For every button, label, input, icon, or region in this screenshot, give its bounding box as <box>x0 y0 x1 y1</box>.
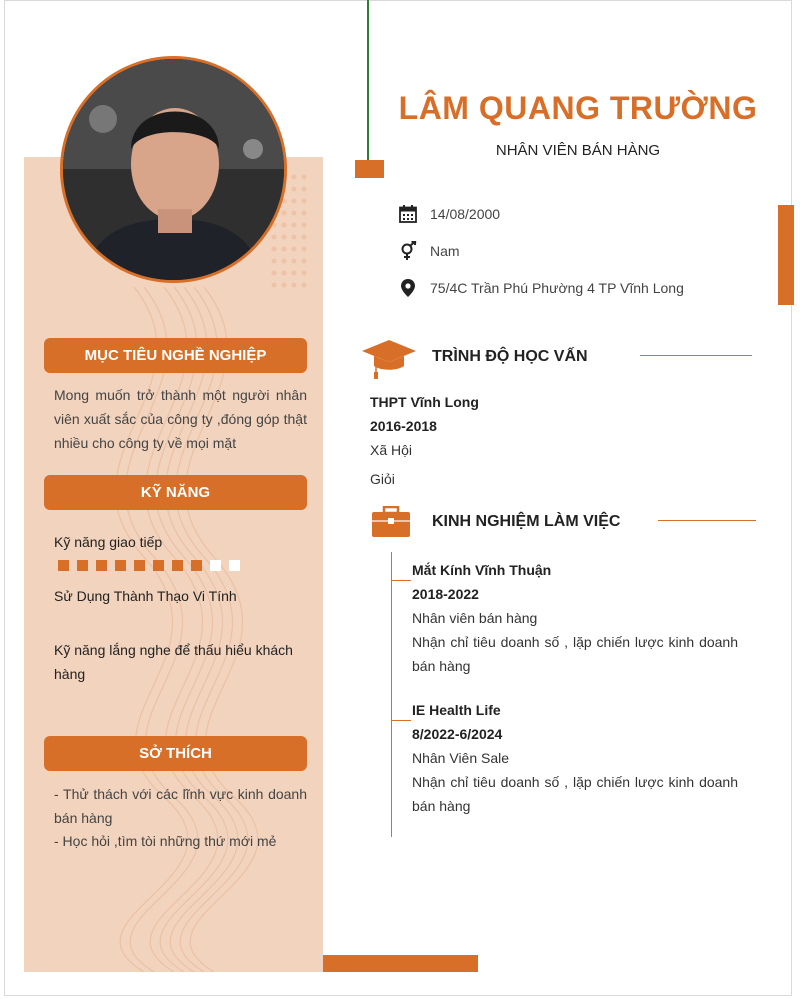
info-birthday <box>398 203 500 225</box>
bottom-accent-bar <box>323 955 478 972</box>
objective-text: Mong muốn trở thành một người nhân viên xuất sắc của công ty ,đóng góp thật nhiều cho công ty về mọi mặt <box>54 387 307 451</box>
experience-item-2 <box>412 702 738 818</box>
exp-company: Mắt Kính Vĩnh Thuận <box>412 562 552 578</box>
exp-role: Nhân Viên Sale <box>412 750 510 766</box>
experience-heading: KINH NGHIỆM LÀM VIỆC <box>432 513 621 530</box>
exp-description: Nhận chỉ tiêu doanh số , lặp chiến lược kinh doanh bán hàng <box>412 634 738 674</box>
calendar-icon <box>398 204 418 224</box>
skills-heading: KỸ NĂNG <box>44 475 307 510</box>
skill-computer: Sử Dụng Thành Thạo Vi Tính <box>54 588 237 604</box>
location-pin-icon <box>398 278 418 298</box>
gender-icon <box>398 241 418 261</box>
graduation-cap-icon <box>361 338 417 380</box>
rating-dot <box>77 560 88 571</box>
briefcase-icon <box>371 506 411 538</box>
objective-heading: MỤC TIÊU NGHỀ NGHIỆP <box>44 338 307 373</box>
exp-period: 8/2022-6/2024 <box>412 726 503 742</box>
education-school: THPT Vĩnh Long <box>370 394 479 410</box>
info-address <box>398 277 684 299</box>
skill-listening: Kỹ năng lắng nghe để thấu hiểu khách hàng <box>54 642 293 682</box>
rating-dot <box>191 560 202 571</box>
hobby-1: - Thử thách với các lĩnh vực kinh doanh bán hàng <box>54 786 307 826</box>
info-gender <box>398 240 460 262</box>
job-title: NHÂN VIÊN BÁN HÀNG <box>495 142 661 159</box>
exp-period: 2018-2022 <box>412 586 479 602</box>
rating-dot <box>115 560 126 571</box>
birthday-text: 14/08/2000 <box>430 206 501 222</box>
full-name: LÂM QUANG TRƯỜNG <box>398 90 758 126</box>
timeline-tick <box>391 720 411 721</box>
exp-company: IE Health Life <box>412 702 501 718</box>
experience-line <box>658 520 756 521</box>
gender-text: Nam <box>430 243 460 259</box>
education-major: Xã Hội <box>370 442 413 458</box>
rating-dot <box>58 560 69 571</box>
hobby-2: - Học hỏi ,tìm tòi những thứ mới mẻ <box>54 833 277 849</box>
rating-dot <box>134 560 145 571</box>
address-text: 75/4C Trần Phú Phường 4 TP Vĩnh Long <box>430 280 684 296</box>
exp-role: Nhân viên bán hàng <box>412 610 538 626</box>
education-period: 2016-2018 <box>370 418 437 434</box>
rating-dot <box>172 560 183 571</box>
accent-square <box>355 160 384 178</box>
rating-dot <box>96 560 107 571</box>
timeline-tick <box>391 580 411 581</box>
exp-description: Nhận chỉ tiêu doanh số , lặp chiến lược kinh doanh bán hàng <box>412 774 738 814</box>
rating-dot <box>153 560 164 571</box>
experience-item-1 <box>412 562 738 678</box>
skill-rating <box>58 560 248 571</box>
experience-timeline <box>391 552 392 837</box>
education-line <box>640 355 752 356</box>
top-vertical-line <box>367 0 369 160</box>
skill-communication: Kỹ năng giao tiếp <box>54 534 163 550</box>
hobbies-heading: SỞ THÍCH <box>44 736 307 771</box>
rating-dot <box>229 560 240 571</box>
rating-dot <box>210 560 221 571</box>
education-heading: TRÌNH ĐỘ HỌC VẤN <box>432 348 588 365</box>
avatar <box>60 56 287 283</box>
education-grade: Giỏi <box>370 471 395 487</box>
right-accent-bar <box>778 205 794 305</box>
